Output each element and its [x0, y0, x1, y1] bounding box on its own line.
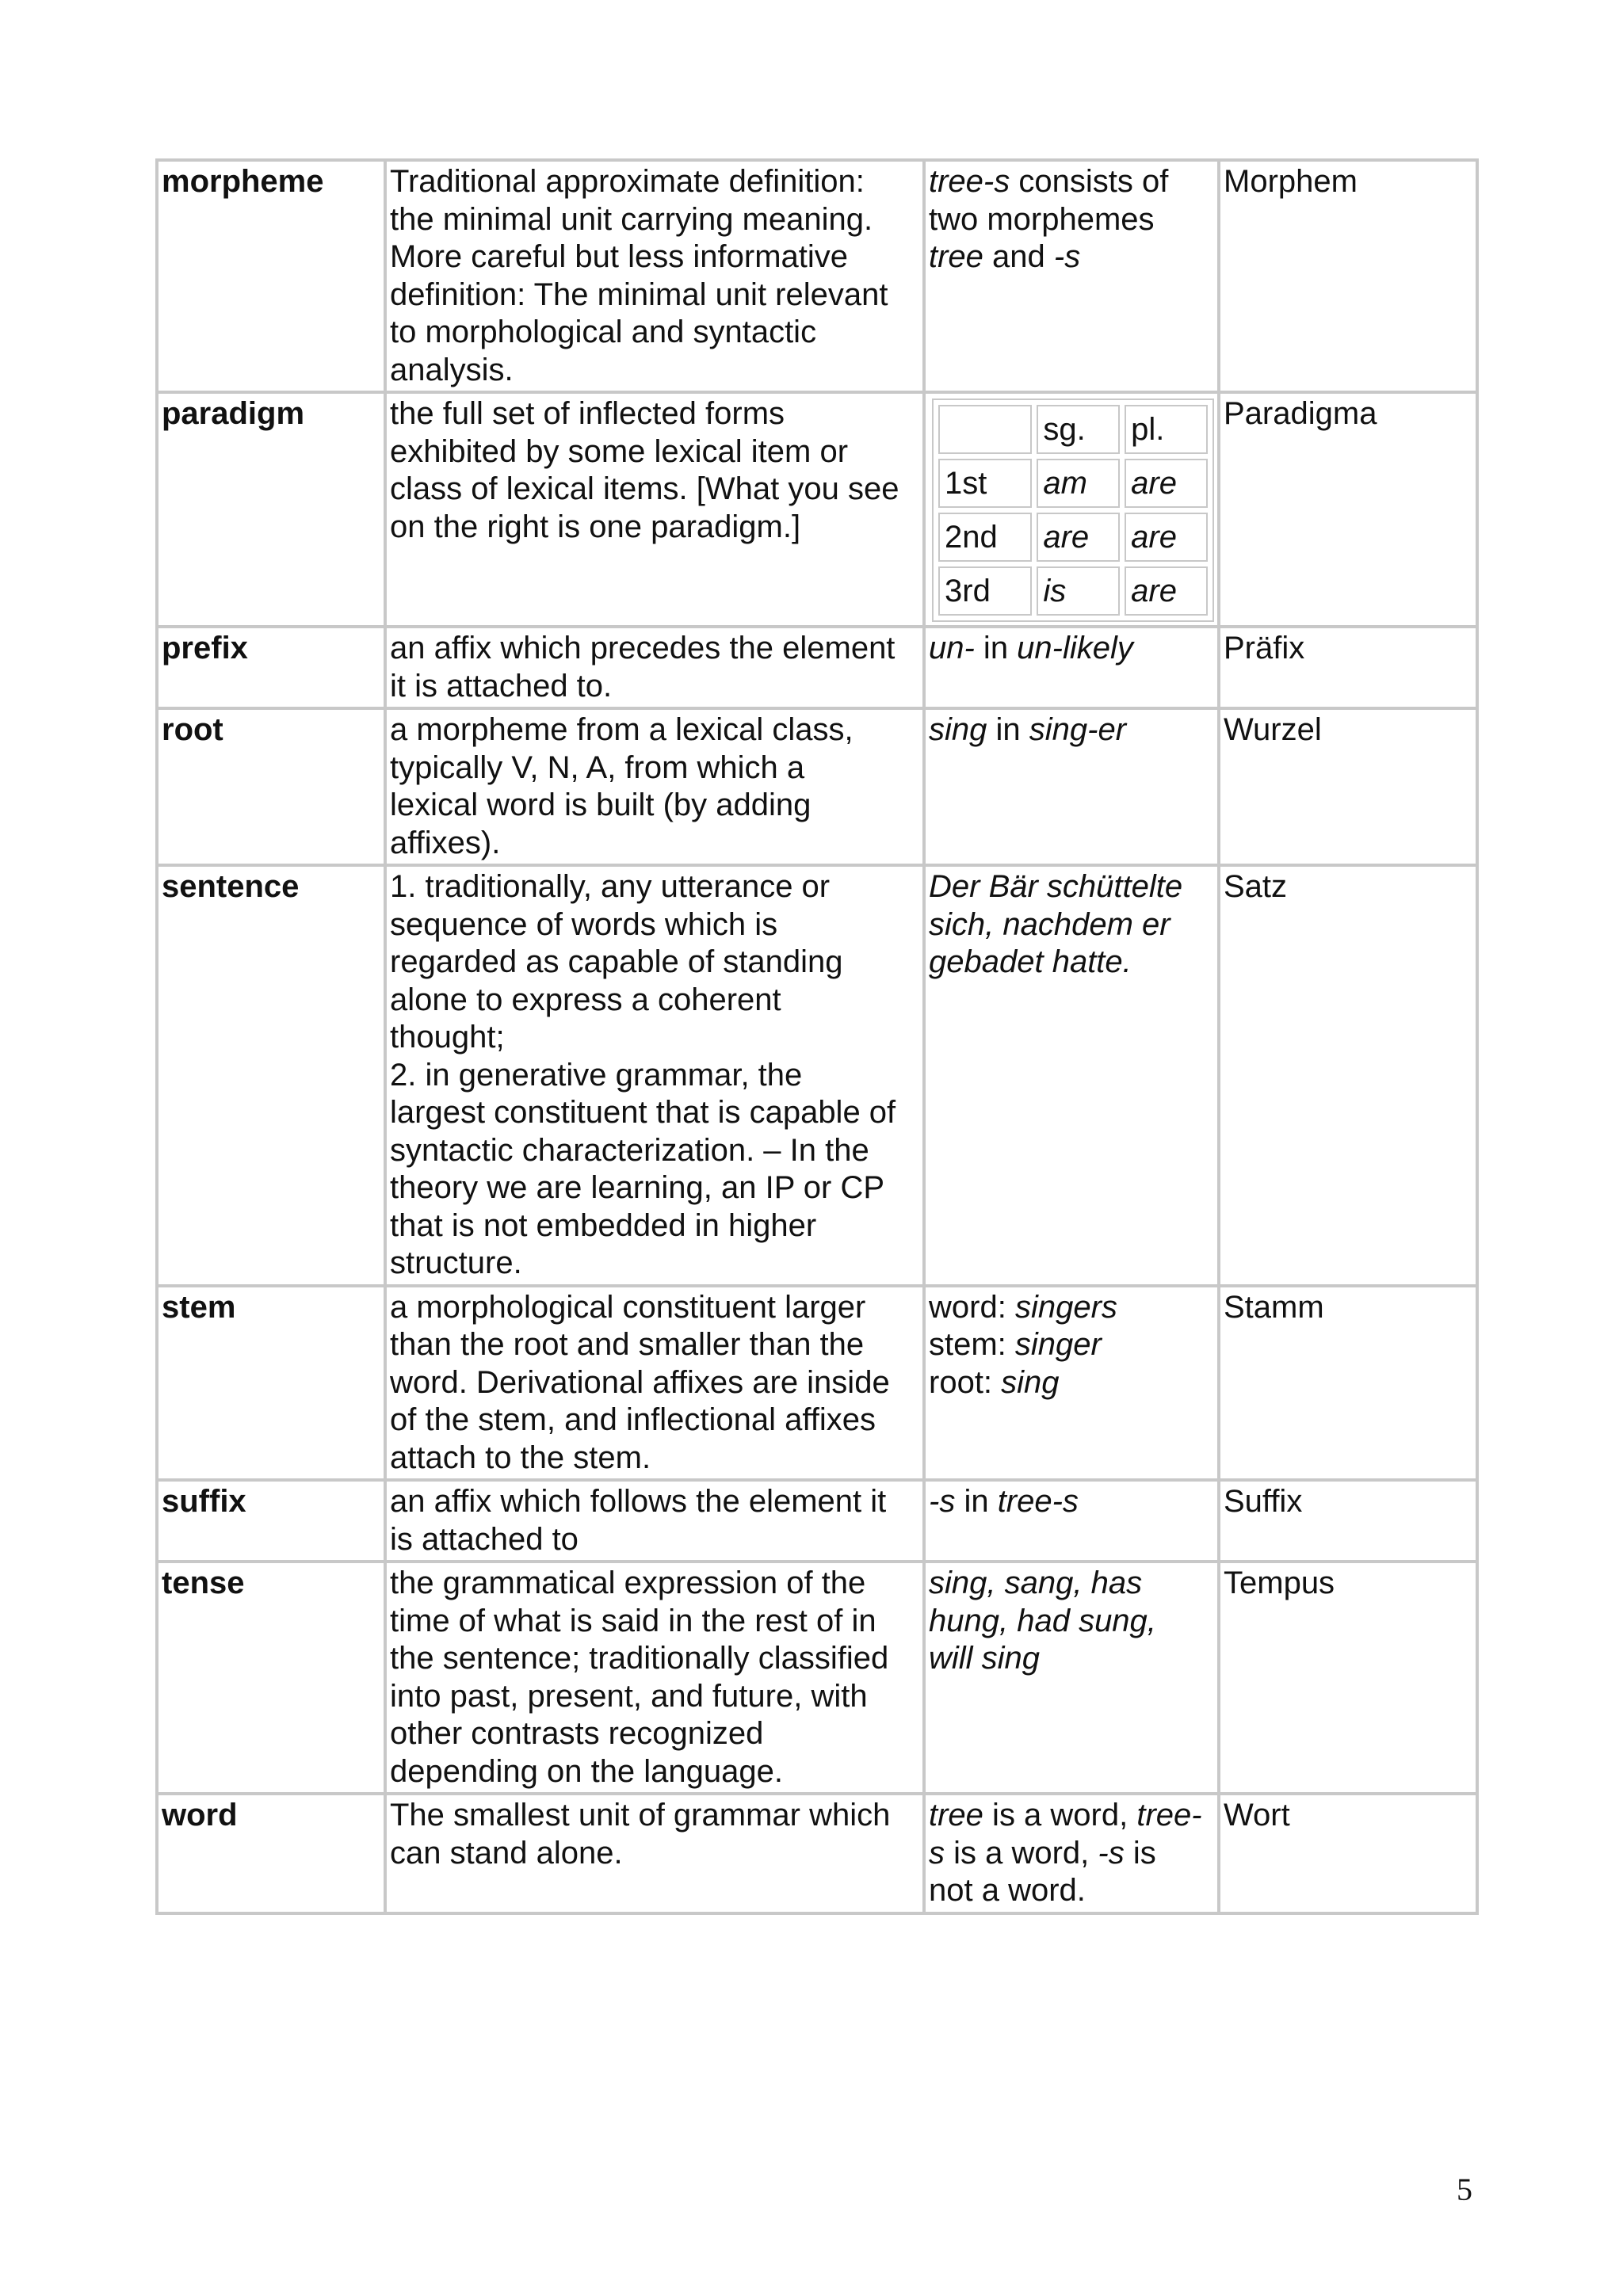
german-term-cell: Präfix [1219, 627, 1477, 708]
example-cell [924, 627, 1219, 708]
paradigm-cell: are [1037, 513, 1120, 562]
definition-line: syntactic characterization. – In the [390, 1132, 869, 1168]
paradigm-cell: are [1125, 459, 1208, 508]
paradigm-cell: is [1037, 566, 1120, 616]
term-cell: tense [157, 1562, 385, 1794]
glossary-row-tense [157, 1562, 1477, 1794]
definition-line: class of lexical items. [What you see [390, 471, 899, 506]
paradigm-header-row [938, 405, 1208, 454]
example-cell [924, 708, 1219, 865]
glossary-row-word [157, 1794, 1477, 1913]
definition-cell [385, 708, 924, 865]
example-cell [924, 1480, 1219, 1562]
definition-line: largest constituent that is capable of [390, 1095, 896, 1130]
term-cell: morpheme [157, 160, 385, 392]
definition-line: 1. traditionally, any utterance or [390, 869, 831, 904]
example-cell [924, 160, 1219, 392]
example-text: tree-s consists of two morphemes tree and -s [929, 164, 1169, 274]
definition-line: More careful but less informative [390, 239, 849, 274]
german-term-cell: Stamm [1219, 1286, 1477, 1481]
definition-line: of the stem, and inflectional affixes [390, 1402, 876, 1437]
term-cell: root [157, 708, 385, 865]
glossary-row-paradigm [157, 392, 1477, 627]
german-term-cell: Wort [1219, 1794, 1477, 1913]
paradigm-table [932, 399, 1214, 622]
definition-line: alone to express a coherent [390, 982, 781, 1017]
term-cell: stem [157, 1286, 385, 1481]
german-term-cell: Paradigma [1219, 392, 1477, 627]
definition-line: an affix which follows the element it [390, 1484, 887, 1519]
term-cell: word [157, 1794, 385, 1913]
example-text: sing in sing-er [929, 712, 1127, 747]
definition-line: attach to the stem. [390, 1440, 651, 1475]
definition-line: theory we are learning, an IP or CP [390, 1170, 885, 1205]
glossary-row-suffix [157, 1480, 1477, 1562]
example-text: Der Bär schüttelte sich, nachdem er gebadet hatte. [929, 869, 1183, 979]
german-term-cell: Tempus [1219, 1562, 1477, 1794]
german-term-cell: Morphem [1219, 160, 1477, 392]
example-cell [924, 1794, 1219, 1913]
definition-line: other contrasts recognized [390, 1716, 764, 1751]
definition-line: depending on the language. [390, 1753, 784, 1789]
definition-line: is attached to [390, 1521, 579, 1557]
definition-line: to morphological and syntactic [390, 315, 817, 349]
glossary-row-stem [157, 1286, 1477, 1481]
definition-line: word. Derivational affixes are inside [390, 1364, 890, 1400]
example-text: word: singers stem: singer root: sing [929, 1289, 1117, 1400]
paradigm-cell: 2nd [938, 513, 1032, 562]
definition-line: the minimal unit carrying meaning. [390, 201, 873, 237]
glossary-row-morpheme [157, 160, 1477, 392]
example-text: tree is a word, tree- s is a word, -s is not a word. [929, 1798, 1202, 1908]
glossary-body [157, 160, 1477, 1913]
definition-cell [385, 1286, 924, 1481]
definition-cell [385, 865, 924, 1286]
definition-line: the sentence; traditionally classified [390, 1641, 889, 1676]
paradigm-row [938, 513, 1208, 562]
definition-line: affixes). [390, 825, 501, 860]
definition-line: an affix which precedes the element [390, 631, 896, 666]
glossary-row-sentence [157, 865, 1477, 1286]
paradigm-cell [938, 405, 1032, 454]
definition-line: the full set of inflected forms [390, 396, 785, 431]
german-term-cell: Satz [1219, 865, 1477, 1286]
glossary-table [155, 158, 1479, 1915]
definition-cell [385, 1480, 924, 1562]
term-cell: prefix [157, 627, 385, 708]
term-cell: suffix [157, 1480, 385, 1562]
definition-line: thought; [390, 1020, 505, 1055]
definition-line: The smallest unit of grammar which [390, 1798, 891, 1833]
example-cell [924, 865, 1219, 1286]
paradigm-cell: 1st [938, 459, 1032, 508]
glossary-row-root [157, 708, 1477, 865]
example-cell [924, 1562, 1219, 1794]
paradigm-cell: sg. [1037, 405, 1120, 454]
definition-cell [385, 1794, 924, 1913]
term-cell: sentence [157, 865, 385, 1286]
definition-line: a morphological constituent larger [390, 1289, 866, 1325]
definition-cell [385, 627, 924, 708]
term-cell: paradigm [157, 392, 385, 627]
definition-line: that is not embedded in higher [390, 1207, 817, 1243]
definition-line: the grammatical expression of the [390, 1566, 866, 1600]
paradigm-cell: pl. [1125, 405, 1208, 454]
definition-line: than the root and smaller than the [390, 1327, 865, 1362]
example-text: -s in tree-s [929, 1484, 1079, 1519]
example-text: un- in un-likely [929, 631, 1133, 666]
definition-line: on the right is one paradigm.] [390, 509, 801, 544]
definition-line: can stand alone. [390, 1835, 623, 1871]
glossary-row-prefix [157, 627, 1477, 708]
paradigm-cell: are [1125, 566, 1208, 616]
definition-line: into past, present, and future, with [390, 1678, 868, 1714]
example-cell [924, 1286, 1219, 1481]
definition-line: time of what is said in the rest of in [390, 1603, 876, 1638]
german-term-cell: Suffix [1219, 1480, 1477, 1562]
definition-cell [385, 160, 924, 392]
example-cell [924, 392, 1219, 627]
definition-line: definition: The minimal unit relevant [390, 277, 888, 312]
definition-line: lexical word is built (by adding [390, 788, 812, 822]
definition-line: it is attached to. [390, 668, 613, 704]
definition-line: analysis. [390, 352, 514, 387]
paradigm-row [938, 566, 1208, 616]
paradigm-cell: are [1125, 513, 1208, 562]
definition-line: typically V, N, A, from which a [390, 749, 805, 785]
paradigm-cell: 3rd [938, 566, 1032, 616]
paradigm-row [938, 459, 1208, 508]
definition-line: exhibited by some lexical item or [390, 433, 849, 469]
definition-line: 2. in generative grammar, the [390, 1057, 803, 1093]
page-number: 5 [1457, 2172, 1472, 2207]
definition-line: sequence of words which is [390, 906, 778, 942]
definition-line: a morpheme from a lexical class, [390, 712, 854, 747]
example-text: sing, sang, has hung, had sung, will sing [929, 1566, 1156, 1676]
definition-cell [385, 392, 924, 627]
definition-cell [385, 1562, 924, 1794]
definition-line: structure. [390, 1245, 522, 1280]
definition-line: regarded as capable of standing [390, 944, 843, 979]
definition-line: Traditional approximate definition: [390, 164, 865, 199]
german-term-cell: Wurzel [1219, 708, 1477, 865]
paradigm-cell: am [1037, 459, 1120, 508]
